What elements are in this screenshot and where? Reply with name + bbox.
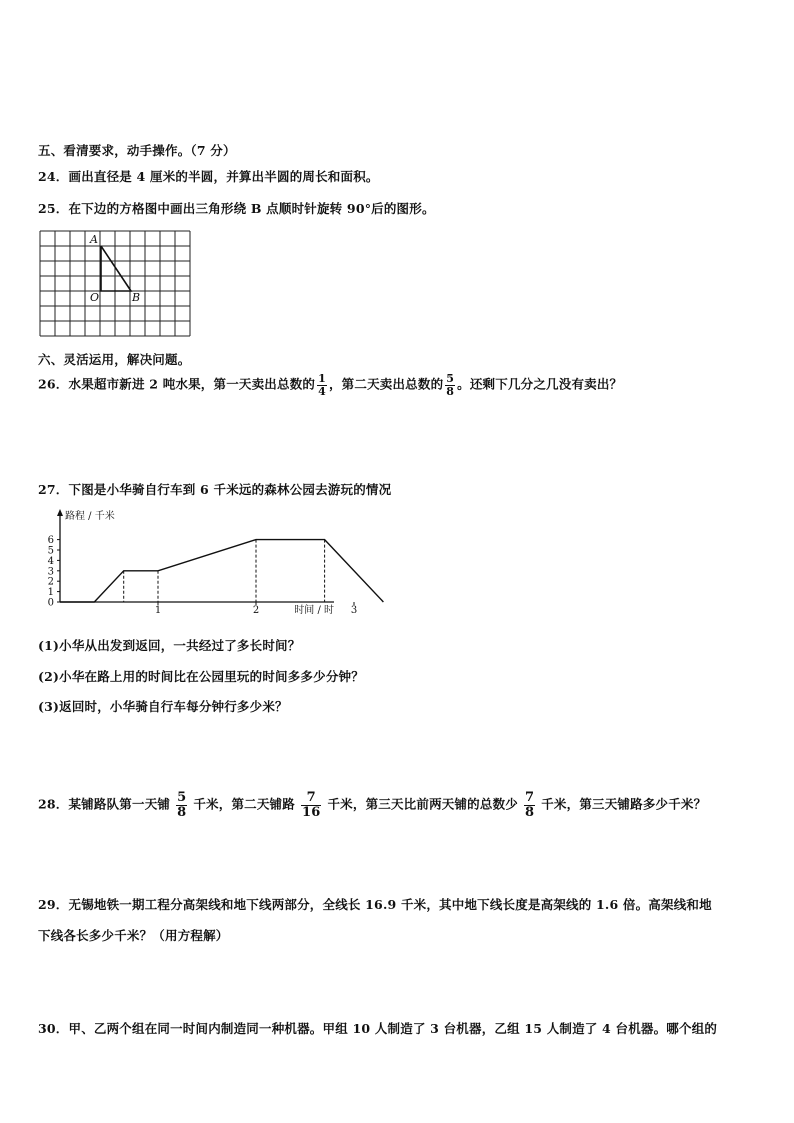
question-26 xyxy=(38,373,622,397)
y-tick-label: 1 xyxy=(47,587,54,599)
fraction-denominator: 8 xyxy=(524,804,535,820)
question-27: 27．下图是小华骑自行车到 6 千米远的森林公园去游玩的情况 xyxy=(38,482,392,497)
fraction-denominator: 8 xyxy=(177,804,187,820)
section-5-heading: 五、看清要求，动手操作。（7 分） xyxy=(38,143,236,158)
label-A: A xyxy=(90,233,98,246)
q28-text-1: 28．某铺路队第一天铺 xyxy=(38,796,171,812)
fraction-numerator: 1 xyxy=(318,372,326,385)
q26-text-1: 26．水果超市新进 2 吨水果，第一天卖出总数的 xyxy=(38,376,316,392)
q26-text-3: 。还剩下几分之几没有卖出？ xyxy=(457,376,623,392)
fraction-numerator: 7 xyxy=(524,790,535,805)
y-tick-label: 5 xyxy=(47,545,54,557)
y-axis-arrow xyxy=(57,509,63,516)
question-29-line-1: 29．无锡地铁一期工程分高架线和地下线两部分，全线长 16.9 千米，其中地下线长度是高架线的 1.6 倍。高架线和地 xyxy=(38,897,712,912)
rotation-grid-figure xyxy=(39,230,193,338)
q26-text-2: ，第二天卖出总数的 xyxy=(328,376,444,392)
fraction-5-8 xyxy=(445,373,455,397)
fraction-numerator: 5 xyxy=(177,790,187,805)
fraction-denominator: 16 xyxy=(301,804,321,820)
question-24: 24．画出直径是 4 厘米的半圆，并算出半圆的周长和面积。 xyxy=(38,169,379,184)
q28-text-4: 千米，第三天铺路多少千米？ xyxy=(541,796,707,812)
fraction-7-8 xyxy=(524,791,535,819)
y-tick-label: 2 xyxy=(47,576,54,588)
question-27-part-2: (2)小华在路上用的时间比在公园里玩的时间多多少分钟？ xyxy=(38,669,364,684)
label-B: B xyxy=(132,291,141,304)
fraction-numerator: 7 xyxy=(301,791,322,806)
question-29-line-2: 下线各长多少千米？（用方程解） xyxy=(38,928,229,943)
x-tick-label: 2 xyxy=(252,605,260,616)
fraction-1-4 xyxy=(317,373,327,397)
q28-text-3: 千米，第三天比前两天铺的总数少 xyxy=(327,796,518,812)
question-28 xyxy=(38,791,706,819)
triangle-AOB xyxy=(101,246,131,291)
question-25: 25．在下边的方格图中画出三角形绕 B 点顺时针旋转 90°后的图形。 xyxy=(38,201,435,216)
x-axis-label: 时间 / 时 xyxy=(294,605,334,616)
y-tick-label: 6 xyxy=(47,535,54,547)
question-27-part-1: (1)小华从出发到返回，一共经过了多长时间？ xyxy=(38,638,301,653)
fraction-denominator: 4 xyxy=(318,384,326,398)
question-27-part-3: (3)返回时，小华骑自行车每分钟行多少米？ xyxy=(38,699,288,714)
x-tick-label: 1 xyxy=(154,605,162,616)
q28-text-2: 千米，第二天铺路 xyxy=(193,796,295,812)
distance-line xyxy=(60,540,383,602)
y-tick-label: 3 xyxy=(47,566,54,578)
section-6-heading: 六、灵活运用，解决问题。 xyxy=(38,352,191,367)
distance-time-chart xyxy=(38,506,358,618)
y-tick-label: 0 xyxy=(47,597,54,609)
y-tick-label: 4 xyxy=(47,555,54,567)
fraction-5-8 xyxy=(176,791,187,819)
y-axis-label: 路程 / 千米 xyxy=(65,511,115,522)
question-30-line-1: 30．甲、乙两个组在同一时间内制造同一种机器。甲组 10 人制造了 3 台机器，乙组 15 人制造了 4 台机器。哪个组的 xyxy=(38,1021,718,1036)
label-O: O xyxy=(90,291,100,304)
fraction-numerator: 5 xyxy=(446,372,455,385)
grid-lines xyxy=(40,231,190,336)
fraction-denominator: 8 xyxy=(446,384,455,398)
x-tick-label: 3 xyxy=(350,605,358,616)
fraction-7-16 xyxy=(301,791,322,819)
